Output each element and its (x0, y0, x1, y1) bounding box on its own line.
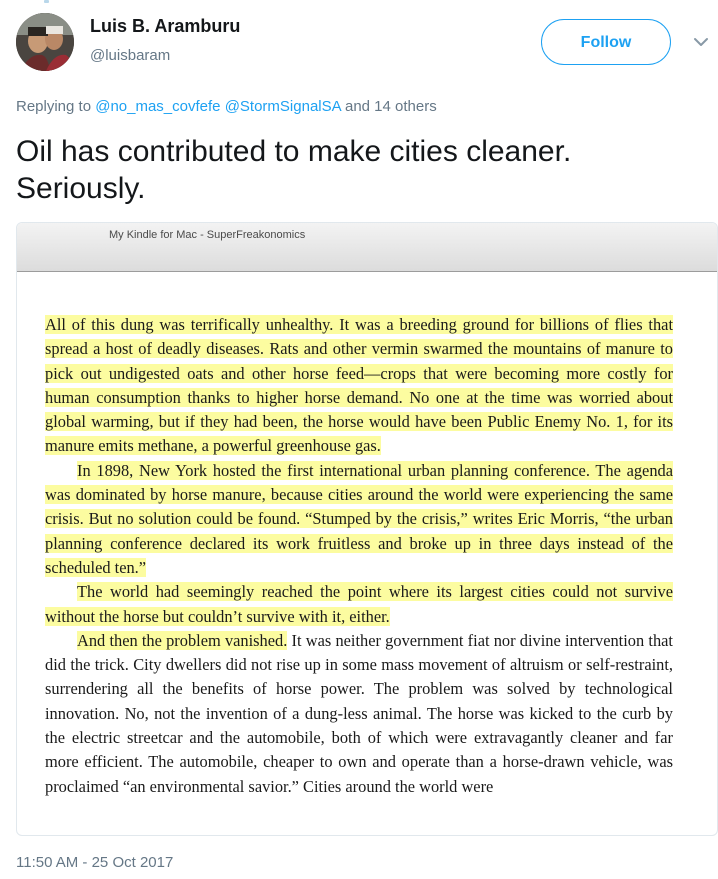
kindle-window-title: My Kindle for Mac - SuperFreakonomics (109, 229, 306, 241)
book-paragraph (45, 459, 673, 580)
avatar-image (16, 13, 74, 71)
book-paragraph (45, 580, 673, 629)
top-indicator (44, 0, 49, 3)
tweet-text: Oil has contributed to make cities cleaner. Seriously. (16, 135, 572, 205)
mention-link[interactable]: @no_mas_covfefe (95, 98, 221, 115)
avatar[interactable] (16, 13, 74, 71)
highlighted-text: In 1898, New York hosted the first international urban planning conference. The agenda was dominated by horse manure, because cities around the world were experiencing the same crisis. But no solution could be found. “Stumped by the crisis,” writes Eric Morris, “the urban planning conference declared its work fruitless and broke up in three days instead of the scheduled ten.” (45, 460, 673, 577)
replying-prefix: Replying to (16, 98, 92, 115)
book-paragraph (45, 629, 673, 799)
chevron-down-icon[interactable] (693, 36, 709, 48)
replying-others[interactable]: and 14 others (344, 98, 437, 115)
author-handle[interactable]: @luisbaram (90, 47, 171, 64)
book-paragraph (45, 313, 673, 459)
author-name[interactable]: Luis B. Aramburu (90, 16, 241, 36)
replying-to (16, 98, 437, 115)
plain-text: It was neither government fiat nor divine intervention that did the trick. City dwellers did not rise up in some mass movement of altruism or self-restraint, surrendering all the benefits of horse power. The problem was solved by technological innovation. No, not the invention of a dung-less animal. The horse was kicked to the curb by the electric streetcar and the automobile, both of which were extravagantly cleaner and far more efficient. The automobile, cheaper to own and operate than a horse-drawn vehicle, was proclaimed “an environmental savior.” Cities around the world were (45, 630, 673, 796)
kindle-title-bar (17, 223, 717, 272)
tweet-timestamp[interactable]: 11:50 AM - 25 Oct 2017 (16, 854, 174, 871)
highlighted-text: All of this dung was terrifically unhealthy. It was a breeding ground for billions of flies that spread a host of deadly diseases. Rats and other vermin swarmed the mountains of manure to pick out undigested oats and other horse feed—crops that were becoming more costly for human consumption thanks to higher horse demand. No one at the time was worried about global warming, but if they had been, the horse would have been Public Enemy No. 1, for its manure emits methane, a powerful greenhouse gas. (45, 315, 673, 456)
highlighted-text: The world had seemingly reached the point where its largest cities could not survive without the horse but couldn’t survive with it, either. (45, 582, 673, 626)
highlighted-text: And then the problem vanished. (77, 630, 288, 650)
attached-image[interactable] (16, 222, 718, 836)
mention-link[interactable]: @StormSignalSA (224, 98, 341, 115)
book-page (45, 313, 673, 799)
follow-button[interactable]: Follow (541, 19, 671, 65)
